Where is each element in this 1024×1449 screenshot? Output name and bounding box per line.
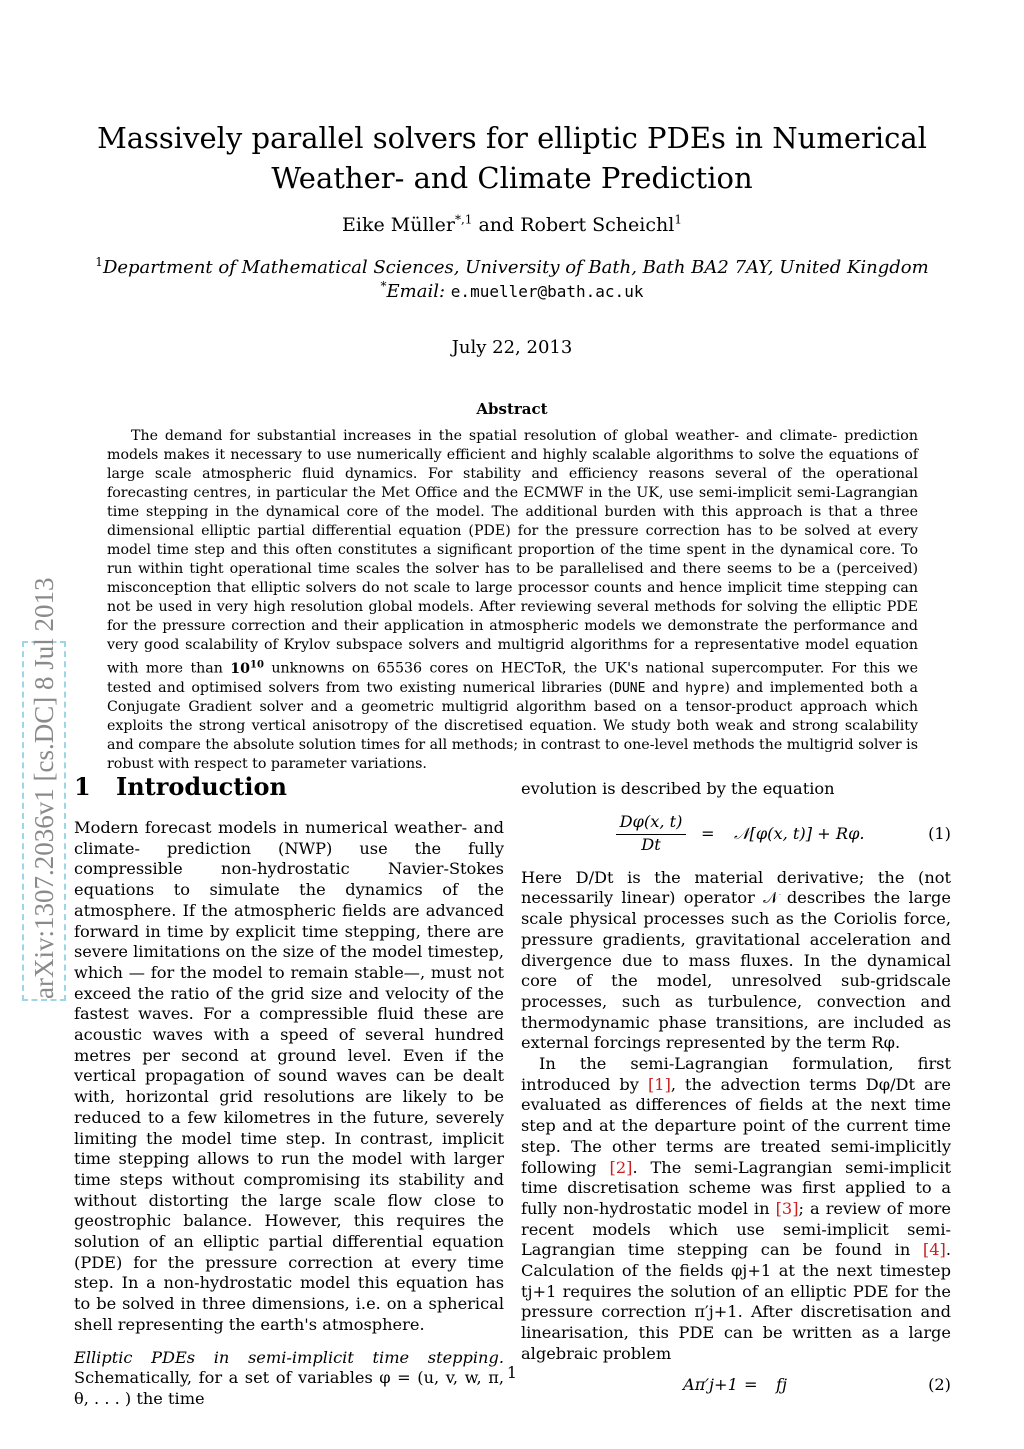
- p2-text-b: , the advection terms Dφ/Dt are evaluated as differences of fields at the next time step and at the departure point of the current time step. The other terms are treated semi-implicitly following: [521, 1074, 951, 1177]
- equation-2-rhs: fj: [776, 1374, 788, 1394]
- equation-2-lhs: Aπ′j+1: [683, 1374, 738, 1394]
- author-conj: and: [478, 214, 515, 236]
- paper-title: Massively parallel solvers for elliptic PDEs in Numerical Weather- and Climate Prediction: [97, 121, 927, 195]
- p2-text-d: ; a review of more recent models which use semi-implicit semi-Lagrangian time stepping can be found in: [521, 1198, 951, 1260]
- email-mark: *: [380, 279, 387, 293]
- date: July 22, 2013: [451, 337, 573, 358]
- right-paragraph-2: [521, 1054, 951, 1365]
- p2-text-a: In the semi-Lagrangian formulation, first introduced by: [521, 1054, 951, 1094]
- p2-text-c: . The semi-Lagrangian semi-implicit time discretisation scheme was first applied to a fully non-hydrostatic model in: [521, 1157, 951, 1218]
- abstract-text-1: The demand for substantial increases in the spatial resolution of global weather- and climate- prediction models makes it necessary to use numerically efficient and highly scalable algorithms to solve the equations of large scale atmospheric fluid dynamics. For stability and efficiency reasons several of the operational forecasting centres, in particular the Met Office and the ECMWF in the UK, use semi-implicit semi-Lagrangian time stepping in the dynamical core of the model. The additional burden with this approach is that a three dimensional elliptic partial differential equation (PDE) for the pressure correction has to be solved at every model time step and this often constitutes a significant proportion of the time spent in the dynamical core. To run within tight operational time scales the solver has to be parallelised and there seems to be a (perceived) misconception that elliptic solvers do not scale to large processor counts and hence implicit time stepping can not be used in very high resolution global models. After reviewing several methods for solving the elliptic PDE for the pressure correction and their application in atmospheric models we demonstrate the performance and very good scalability of Krylov subspace solvers and multigrid algorithms for a representative model equation with more than: [107, 428, 918, 677]
- authors: [0, 212, 1024, 238]
- left-column: [74, 818, 504, 1410]
- page-number: 1: [506, 1363, 518, 1382]
- author-2: Robert Scheichl: [520, 214, 675, 236]
- email-address[interactable]: e.mueller@bath.ac.uk: [450, 282, 644, 301]
- email-line: [60, 280, 964, 304]
- evolution-lead: evolution is described by the equation: [521, 779, 835, 798]
- paragraph-run-in-heading: Elliptic PDEs in semi-implicit time stepping.: [74, 1347, 504, 1367]
- abstract-text-2: unknowns on 65536 cores on HECToR, the UK's national supercomputer. For this we tested and optimised solvers from two existing numerical libraries (: [107, 660, 918, 696]
- section-title: Introduction: [116, 772, 287, 801]
- arxiv-stamp: arXiv:1307.2036v1 [cs.DC] 8 Jul 2013: [22, 641, 66, 1001]
- email-label: Email:: [386, 281, 446, 302]
- lib-dune: DUNE: [614, 680, 646, 696]
- lib-hypre: hypre: [685, 680, 725, 696]
- right-column: [521, 779, 951, 1411]
- equation-2-equals: =: [744, 1374, 758, 1394]
- citation-2[interactable]: [2]: [609, 1157, 633, 1177]
- author-2-marks: 1: [674, 212, 682, 227]
- abstract-power-base: 10: [230, 660, 251, 677]
- author-1-marks: *,1: [454, 212, 473, 227]
- affiliation-text: Department of Mathematical Sciences, University of Bath, Bath BA2 7AY, United Kingdom: [102, 257, 929, 278]
- section-heading: [74, 770, 287, 804]
- right-paragraph-1: Here D/Dt is the material derivative; the (not necessarily linear) operator 𝒩 describes the large scale physical processes such as the Coriolis force, pressure gradients, gravitational acceleration and divergence due to mass fluxes. In the dynamical core of the model, unresolved sub-gridscale processes, such as turbulence, convection and thermodynamic phase transitions, are included as external forcings represented by the term Rφ.: [521, 867, 951, 1053]
- citation-1[interactable]: [1]: [647, 1074, 671, 1094]
- equation-1-numerator: Dφ(x, t): [616, 812, 686, 836]
- equation-1-equals: =: [701, 823, 715, 843]
- intro-paragraph-1: Modern forecast models in numerical weather- and climate- prediction (NWP) use the fully compressible non-hydrostatic Navier-Stokes equations to simulate the dynamics of the atmosphere. If the atmospheric fields are advanced forward in time by explicit time stepping, there are severe limitations on the size of the model timestep, which — for the model to remain stable—, must not exceed the ratio of the grid size and velocity of the fastest waves. For a compressible fluid these are acoustic waves with a speed of several hundred metres per second at ground level. Even if the vertical propagation of sound waves can be dealt with, horizontal grid resolutions are likely to be reduced to a few kilometres in the future, severely limiting the model time step. In contrast, implicit time stepping allows to run the model with larger time steps without compromising its stability and without distorting the large scale flow close to geostrophic balance. However, this requires the solution of an elliptic partial differential equation (PDE) for the pressure correction at every time step. In a non-hydrostatic model this equation has to be solved in three dimensions, i.e. on a spherical shell representing the earth's atmosphere.: [74, 818, 504, 1334]
- affiliation-mark: 1: [95, 255, 103, 269]
- p2-text-e: . Calculation of the fields φj+1 at the next timestep tj+1 requires the solution of an elliptic PDE for the pressure correction π′j+1. After discretisation and linearisation, this PDE can be written as a large algebraic problem: [521, 1240, 951, 1363]
- equation-1-denominator: Dt: [641, 835, 661, 855]
- equation-1-label: (1): [928, 823, 951, 843]
- citation-4[interactable]: [4]: [922, 1240, 946, 1260]
- abstract-text-3: ) and implemented both a Conjugate Gradient solver and a geometric multigrid algorithm based on a tensor-product approach which exploits the strong vertical anisotropy of the discretised equation. We study both weak and strong scalability and compare the absolute solution times for all methods; in contrast to one-level methods the multigrid solver is robust with respect to parameter variations.: [107, 679, 918, 772]
- abstract-and: and: [652, 679, 679, 696]
- abstract-power: [230, 661, 264, 677]
- equation-1-rhs: 𝒩[φ(x, t)] + Rφ.: [734, 823, 865, 843]
- abstract-power-exp: 10: [250, 659, 264, 670]
- affiliation: [60, 256, 964, 280]
- section-number: 1: [74, 772, 91, 801]
- citation-3[interactable]: [3]: [775, 1198, 799, 1218]
- abstract-body: [107, 427, 918, 774]
- intro-paragraph-2-text: Schematically, for a set of variables φ = (u, v, w, π, θ, . . . ) the time: [74, 1368, 504, 1408]
- equation-2-label: (2): [928, 1374, 951, 1394]
- equation-1: [521, 812, 951, 862]
- abstract-heading: Abstract: [476, 400, 548, 418]
- equation-1-fraction: [616, 812, 686, 856]
- author-1: Eike Müller: [342, 214, 455, 236]
